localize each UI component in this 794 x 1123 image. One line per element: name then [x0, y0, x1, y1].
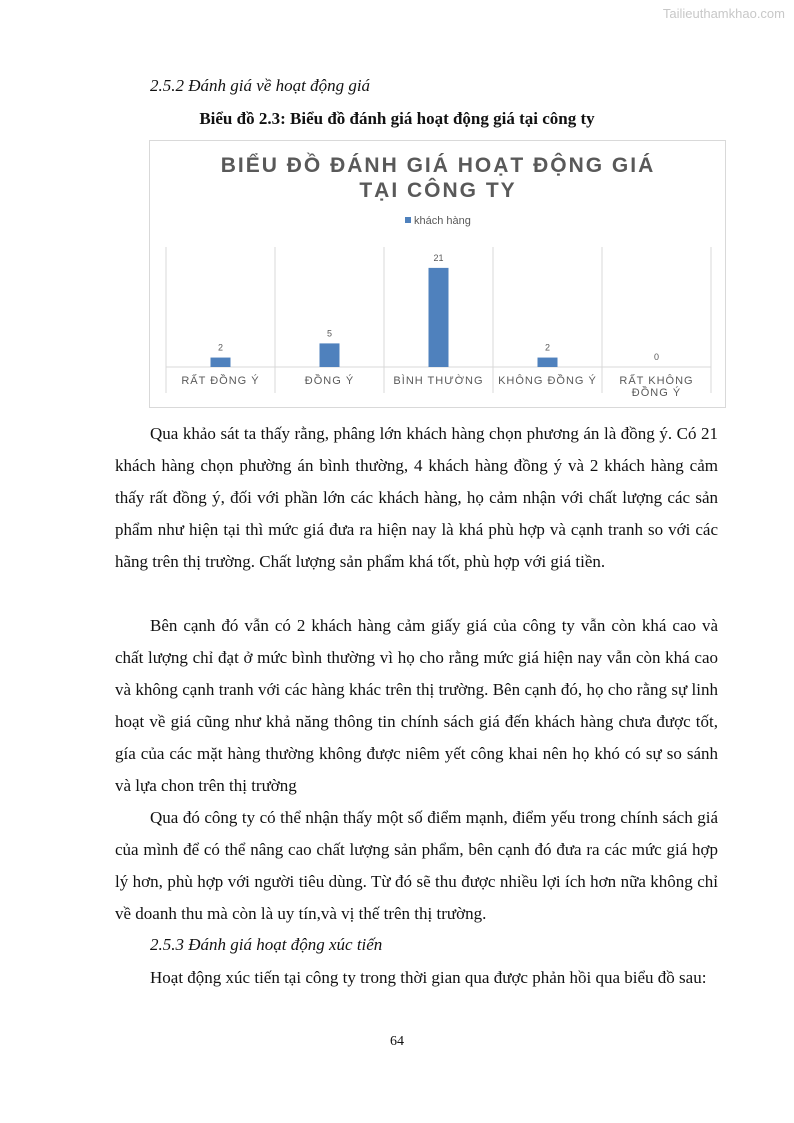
- page-number: 64: [390, 1034, 404, 1049]
- legend-swatch: [405, 217, 411, 223]
- chart-container: [149, 140, 726, 408]
- paragraph-1: Qua khảo sát ta thấy rằng, phâng lớn khách hàng chọn phương án là đồng ý. Có 21 khách hàng chọn phường án bình thường, 4 khách hàng đồng ý và 2 khách hàng cảm thấy rất đồng ý, đối với phần lớn các khách hàng, họ cảm nhận với chất lượng các sản phẩm như hiện tại thì mức giá đưa ra hiện nay là khá phù hợp và cạnh tranh so với các hãng trên thị trường. Chất lượng sản phẩm khá tốt, phù hợp với giá tiền.: [115, 424, 718, 571]
- bar-2: [320, 343, 340, 367]
- chart-title-line-2: TẠI CÔNG TY: [359, 179, 517, 202]
- watermark: Tailieuthamkhao.com: [662, 6, 785, 21]
- section-heading-2-5-2: 2.5.2 Đánh giá về hoạt động giá: [150, 76, 371, 95]
- data-label-2: 5: [326, 328, 333, 339]
- data-label-1: 2: [217, 342, 224, 353]
- chart-title-line-1: BIỂU ĐỒ ĐÁNH GIÁ HOẠT ĐỘNG GIÁ: [220, 154, 656, 177]
- paragraph-3: Qua đó công ty có thể nhận thấy một số điểm mạnh, điểm yếu trong chính sách giá của mình để có thể nâng cao chất lượng sản phẩm, bên cạnh đó đưa ra các mức giá hợp lý hơn, phù hợp với người tiêu dùng. Từ đó sẽ thu được nhiều lợi ích hơn nữa không chỉ về doanh thu mà còn là uy tín,và vị thế trên thị trường.: [115, 808, 718, 923]
- data-label-4: 2: [544, 342, 551, 353]
- data-label-3: 21: [433, 252, 444, 263]
- x-tick-label-5: ĐỒNG Ý: [631, 387, 682, 399]
- x-tick-label-1: RẤT ĐỒNG Ý: [181, 375, 260, 387]
- section-heading-2-5-3: 2.5.3 Đánh giá hoạt động xúc tiến: [150, 935, 383, 954]
- bar-chart: [150, 141, 725, 407]
- paragraph-4: Hoạt động xúc tiến tại công ty trong thời gian qua được phản hồi qua biểu đồ sau:: [150, 968, 707, 987]
- bar-1: [211, 358, 231, 367]
- x-tick-label-2: ĐỒNG Ý: [304, 375, 355, 387]
- x-tick-label-4: KHÔNG ĐỒNG Ý: [498, 375, 597, 387]
- data-label-5: 0: [653, 352, 660, 362]
- paragraph-2: Bên cạnh đó vẫn có 2 khách hàng cảm giấy giá của công ty vẫn còn khá cao và chất lượng chỉ đạt ở mức bình thường vì họ cho rằng mức giá hiện nay vẫn còn khá cao và không cạnh tranh với các hàng khác trên thị trường. Bên cạnh đó, họ cho rằng sự linh hoạt về giá cũng như khả năng thông tin chính sách giá đến khách hàng chưa được tốt, gía của các mặt hàng thường không được niêm yết công khai nên họ khó có sự so sánh và lựa chon trên thị trường: [115, 616, 718, 795]
- bar-3: [429, 268, 449, 367]
- legend-label: khách hàng: [414, 215, 471, 227]
- chart-legend: [405, 215, 471, 227]
- bar-4: [538, 358, 558, 367]
- chart-caption: Biểu đồ 2.3: Biểu đồ đánh giá hoạt động giá tại công ty: [199, 109, 595, 128]
- plot-area: [166, 247, 711, 399]
- x-tick-label-3: BÌNH THƯỜNG: [393, 375, 484, 387]
- x-tick-label-5: RẤT KHÔNG: [619, 375, 694, 387]
